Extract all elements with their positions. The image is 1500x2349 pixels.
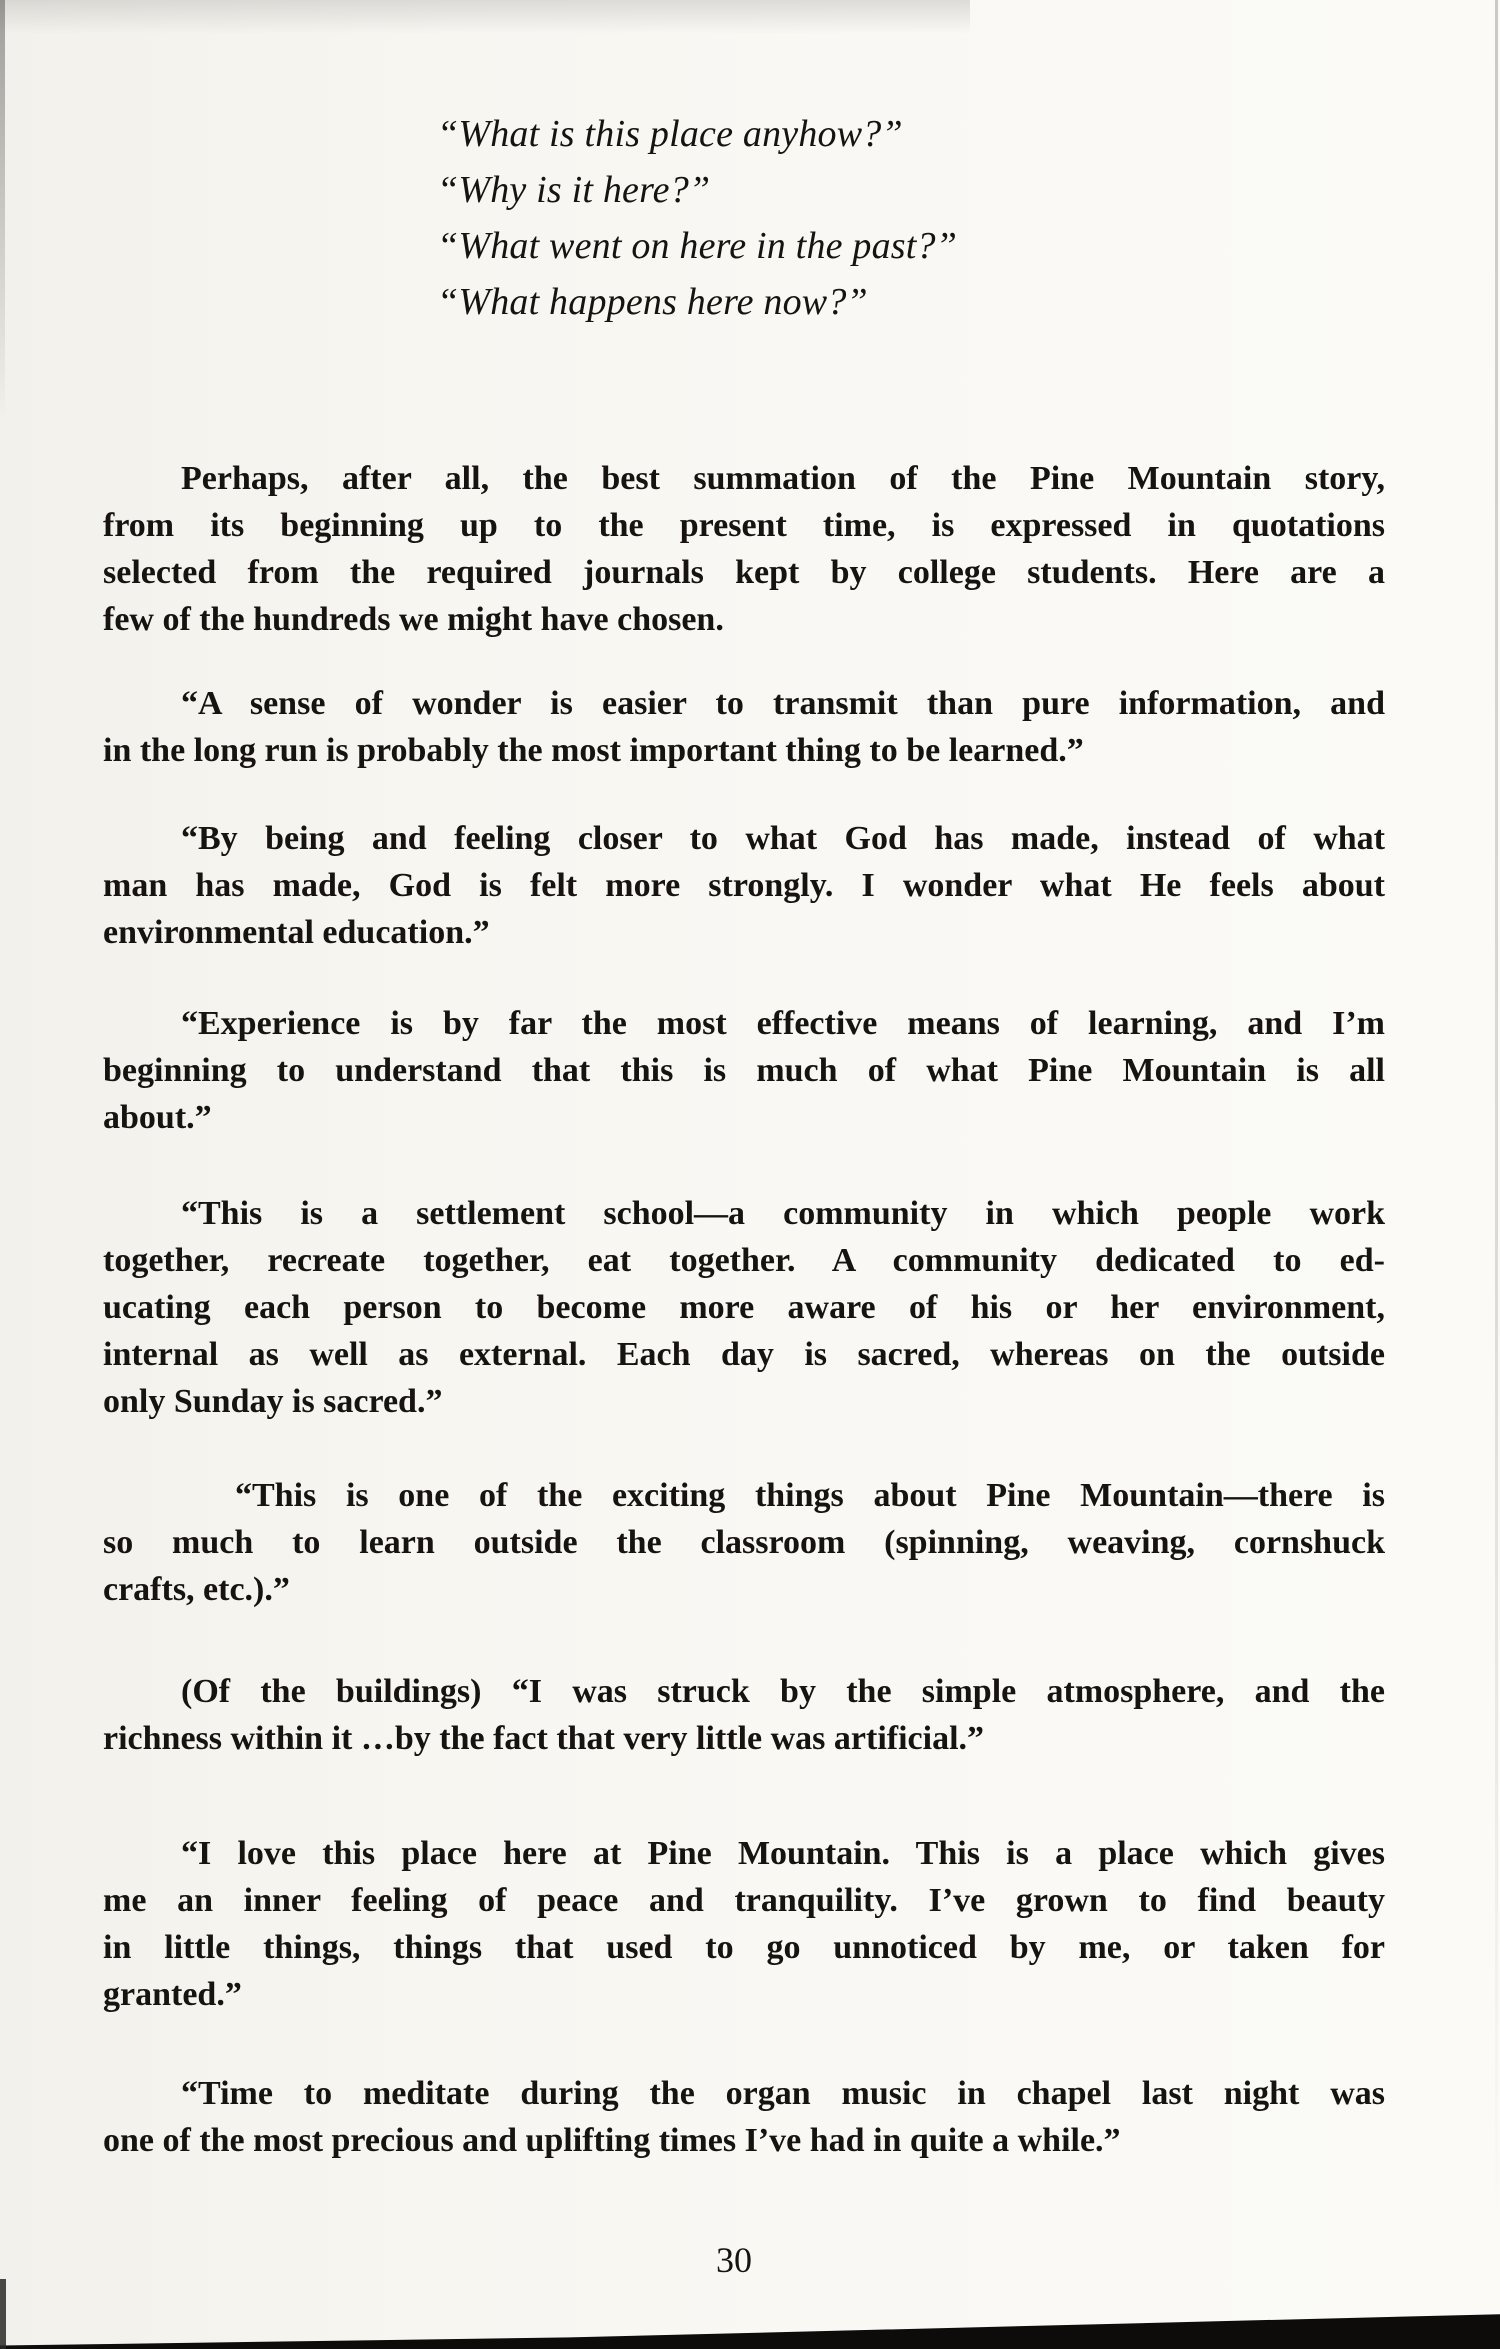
epigraph-line: “What happens here now?” (437, 281, 868, 323)
text-line: richness within it …by the fact that very little was artificial.” (103, 1720, 985, 1757)
text-line: “I love this place here at Pine Mountain. This is a place which gives (181, 1835, 1385, 1872)
page-number: 30 (716, 2240, 752, 2280)
text-line: so much to learn outside the classroom (spinning, weaving, cornshuck (103, 1524, 1385, 1561)
text-line: “This is one of the exciting things about Pine Mountain—there is (235, 1477, 1385, 1514)
text-line: “A sense of wonder is easier to transmit than pure information, and (181, 685, 1385, 722)
text-line: “This is a settlement school—a community in which people work (181, 1195, 1385, 1232)
paragraph (103, 1668, 1385, 1762)
text-line: beginning to understand that this is much of what Pine Mountain is all (103, 1052, 1385, 1089)
scan-artifact-left-edge (0, 0, 5, 420)
text-line: granted.” (103, 1976, 242, 2013)
text-line: few of the hundreds we might have chosen. (103, 601, 724, 638)
text-line: about.” (103, 1099, 212, 1136)
text-line: in the long run is probably the most important thing to be learned.” (103, 732, 1084, 769)
paragraph (103, 1000, 1385, 1141)
epigraph-line: “Why is it here?” (437, 169, 711, 211)
text-line: ucating each person to become more aware of his or her environment, (103, 1289, 1385, 1326)
epigraph-line: “What is this place anyhow?” (437, 113, 903, 155)
text-line: crafts, etc.).” (103, 1571, 290, 1608)
paragraph (103, 1190, 1385, 1425)
body-paragraphs (103, 455, 1385, 2164)
text-line: in little things, things that used to go unnoticed by me, or taken for (103, 1929, 1385, 1966)
text-line: (Of the buildings) “I was struck by the simple atmosphere, and the (181, 1673, 1385, 1710)
page-content (103, 0, 1385, 2282)
text-line: man has made, God is felt more strongly. I wonder what He feels about (103, 867, 1385, 904)
text-line: one of the most precious and uplifting times I’ve had in quite a while.” (103, 2122, 1121, 2159)
text-line: from its beginning up to the present time, is expressed in quotations (103, 507, 1385, 544)
text-line: me an inner feeling of peace and tranquility. I’ve grown to find beauty (103, 1882, 1385, 1919)
text-line: together, recreate together, eat together. A community dedicated to ed- (103, 1242, 1385, 1279)
text-line: only Sunday is sacred.” (103, 1383, 443, 1420)
paragraph (103, 815, 1385, 956)
epigraph-quotes (437, 106, 1385, 330)
epigraph-line: “What went on here in the past?” (437, 225, 958, 267)
paragraph (103, 680, 1385, 774)
text-line: Perhaps, after all, the best summation of the Pine Mountain story, (181, 460, 1385, 497)
paragraph (103, 1472, 1385, 1613)
paragraph (103, 1830, 1385, 2018)
text-line: “By being and feeling closer to what God has made, instead of what (181, 820, 1385, 857)
text-line: internal as well as external. Each day is sacred, whereas on the outside (103, 1336, 1385, 1373)
text-line: environmental education.” (103, 914, 490, 951)
scan-artifact-bottom-edge (0, 2291, 1500, 2349)
text-line: “Experience is by far the most effective means of learning, and I’m (181, 1005, 1385, 1042)
text-line: selected from the required journals kept by college students. Here are a (103, 554, 1385, 591)
paragraph (103, 2070, 1385, 2164)
scan-artifact-corner-mark (0, 2279, 6, 2349)
text-line: “Time to meditate during the organ music in chapel last night was (181, 2075, 1385, 2112)
scan-artifact-right-edge (1495, 0, 1498, 2349)
paragraph (103, 455, 1385, 643)
